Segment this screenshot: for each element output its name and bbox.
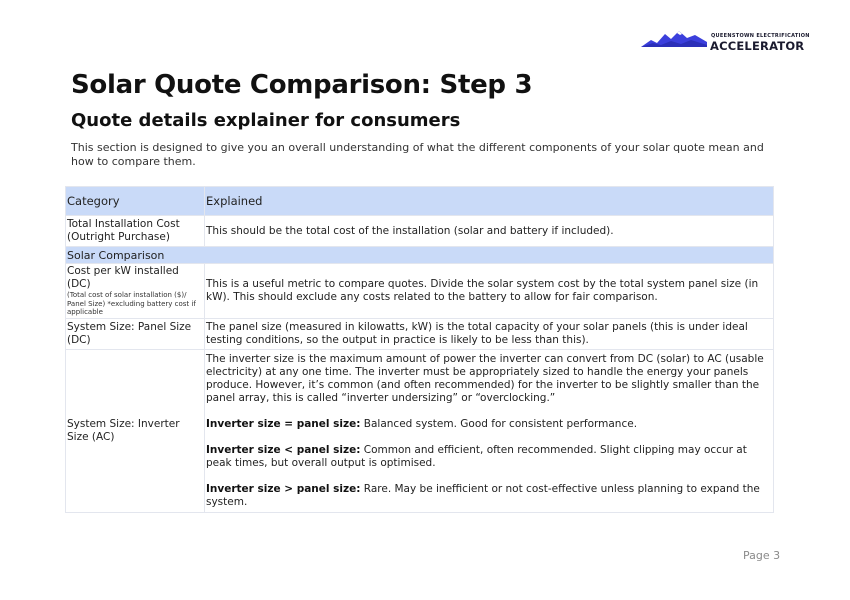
page-subtitle: Quote details explainer for consumers [71, 110, 461, 131]
page-title: Solar Quote Comparison: Step 3 [71, 70, 533, 100]
section-row-solar [66, 247, 774, 264]
category-label: Cost per kW installed (DC) [67, 265, 179, 290]
inverter-equal-item [206, 418, 773, 431]
category-cell: System Size: Inverter Size (AC) [66, 349, 205, 512]
category-cell [66, 264, 205, 319]
category-cell: Total Installation Cost (Outright Purchase) [66, 216, 205, 247]
inverter-less-item [206, 444, 773, 470]
category-note: (Total cost of solar installation ($)/ Panel Size) *excluding battery cost if applicable [67, 291, 196, 316]
inverter-equal-label: Inverter size = panel size: [206, 417, 361, 430]
page-number: Page 3 [743, 549, 781, 562]
category-cell: System Size: Panel Size (DC) [66, 318, 205, 349]
inverter-intro: The inverter size is the maximum amount of power the inverter can convert from DC (solar) to AC (usable electricity) at any one time. The inverter must be appropriately sized to handle the energy your panels produce. However, it’s common (and often recommended) for the inverter to be slightly smaller than the panel array, this is called “inverter undersizing” or “overclocking.” [206, 352, 764, 404]
explained-cell: The panel size (measured in kilowatts, kW) is the total capacity of your solar panels (this is under ideal testing conditions, so the output in practice is likely to be less than this). [205, 318, 774, 349]
explainer-table [65, 186, 774, 513]
inverter-greater-item [206, 483, 773, 509]
explained-cell: This is a useful metric to compare quotes. Divide the solar system cost by the total system panel size (in kW). This should exclude any costs related to the battery to allow for fair comparison. [205, 264, 774, 319]
table-row-panel-size [66, 318, 774, 349]
table-header-row [66, 187, 774, 216]
mountain-icon [641, 30, 707, 48]
header-category: Category [66, 187, 205, 216]
explained-cell [205, 349, 774, 512]
brand-logo [641, 28, 813, 54]
table-row-total-cost [66, 216, 774, 247]
inverter-equal-text: Balanced system. Good for consistent performance. [360, 417, 638, 430]
section-label: Solar Comparison [66, 247, 774, 264]
inverter-less-text: Common and efficient, often recommended. Slight clipping may occur at peak times, but overall output is optimised. [206, 443, 747, 469]
table-row-cost-per-kw [66, 264, 774, 319]
intro-paragraph: This section is designed to give you an overall understanding of what the different components of your solar quote mean and how to compare them. [71, 141, 764, 168]
inverter-greater-text: Rare. May be inefficient or not cost-effective unless planning to expand the system. [206, 482, 760, 508]
inverter-greater-label: Inverter size > panel size: [206, 482, 361, 495]
logo-tagline: QUEENSTOWN ELECTRIFICATION [711, 33, 810, 39]
logo-wordmark: ACCELERATOR [710, 39, 805, 53]
explained-cell: This should be the total cost of the installation (solar and battery if included). [205, 216, 774, 247]
inverter-less-label: Inverter size < panel size: [206, 443, 361, 456]
table-row-inverter-size [66, 349, 774, 512]
header-explained: Explained [205, 187, 774, 216]
